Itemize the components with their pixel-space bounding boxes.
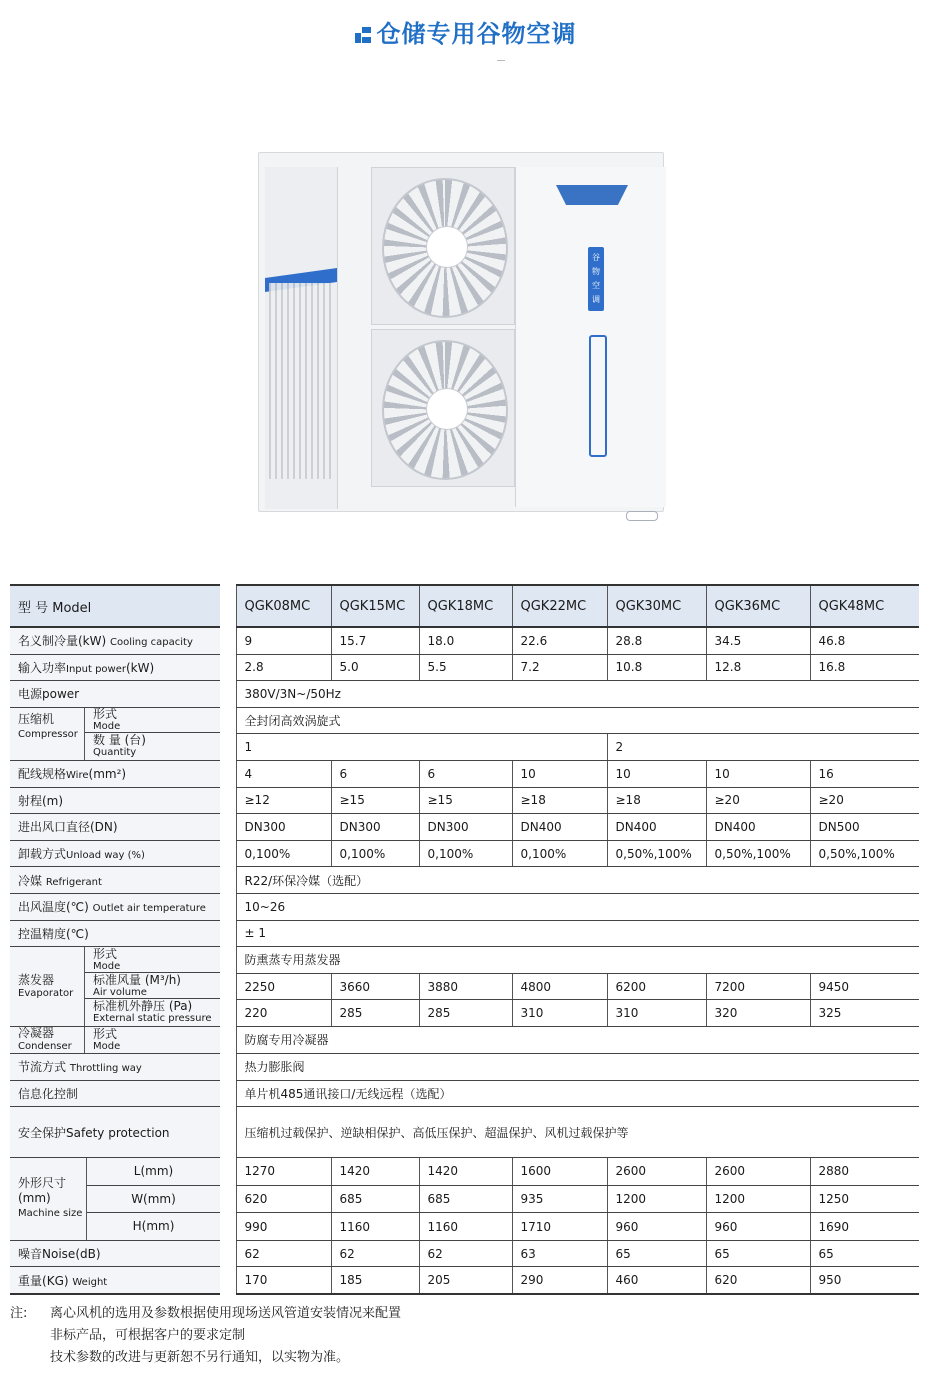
model-cell: QGK30MC [607, 585, 706, 627]
value-cell: 4800 [512, 973, 607, 1000]
note-line: 离心风机的选用及参数根据使用现场送风管道安装情况来配置 [50, 1306, 402, 1321]
value-cell: 5.5 [419, 654, 512, 681]
value-cell: DN300 [419, 814, 512, 841]
value-cell: 0,50%,100% [810, 840, 919, 867]
text: 卸载方式 [18, 847, 67, 862]
model-cell: QGK08MC [236, 585, 331, 627]
label-en: Compressor [18, 728, 78, 740]
value-cell: 单片机485通讯接口/无线远程（选配） [236, 1080, 919, 1107]
value-cell: 15.7 [331, 627, 419, 654]
value-cell: 0,100% [512, 840, 607, 867]
value-cell: 1200 [607, 1185, 706, 1213]
row-label [10, 654, 220, 681]
text: W(mm) [131, 1191, 176, 1206]
value-cell: 压缩机过载保护、逆缺相保护、高低压保护、超温保护、风机过载保护等 [236, 1107, 919, 1158]
row-label [10, 1053, 220, 1080]
value-cell: 1 [236, 734, 607, 761]
value-cell: 16 [810, 760, 919, 787]
value-cell: 1160 [419, 1213, 512, 1241]
text: L(mm) [133, 1164, 174, 1179]
value-cell: 1200 [706, 1185, 810, 1213]
value-cell: ≥18 [512, 787, 607, 814]
row-weight [10, 1267, 919, 1294]
row-throttle [10, 1053, 919, 1080]
value-cell: 310 [512, 1000, 607, 1027]
label-en: Unload way (%) [66, 850, 145, 862]
text: 重量 [18, 1273, 43, 1288]
value-cell: DN400 [706, 814, 810, 841]
value-cell: 1600 [512, 1158, 607, 1186]
text: 标准机外静压 (Pa) [93, 999, 193, 1014]
value-cell: 170 [236, 1267, 331, 1294]
row-wire [10, 760, 919, 787]
value-cell: 620 [706, 1267, 810, 1294]
row-outlet [10, 893, 919, 920]
text: Noise [42, 1247, 76, 1262]
value-cell: ≥18 [607, 787, 706, 814]
product-image [252, 150, 668, 515]
label-en: Condenser [18, 1040, 72, 1052]
row-unload [10, 840, 919, 867]
value-cell: 7200 [706, 973, 810, 1000]
value-cell: 34.5 [706, 627, 810, 654]
value-cell: 7.2 [512, 654, 607, 681]
text: Safety protection [66, 1125, 170, 1140]
model-cell: QGK15MC [331, 585, 419, 627]
airflow-arrows-icon [589, 335, 607, 457]
text: 外形尺寸 [18, 1176, 67, 1191]
text: 射程(m) [18, 793, 64, 808]
value-cell: 990 [236, 1213, 331, 1241]
value-cell: 12.8 [706, 654, 810, 681]
value-cell: ≥12 [236, 787, 331, 814]
value-cell: 28.8 [607, 627, 706, 654]
text: (KG) [42, 1273, 69, 1288]
fan-lower [371, 329, 515, 487]
value-cell: 220 [236, 1000, 331, 1027]
value-cell: DN400 [607, 814, 706, 841]
value-cell: 0,50%,100% [706, 840, 810, 867]
value-cell: 1710 [512, 1213, 607, 1241]
row-label [10, 1158, 220, 1241]
value-cell: 10 [512, 760, 607, 787]
model-cell: QGK18MC [419, 585, 512, 627]
value-cell: 6 [331, 760, 419, 787]
row-compressor-mode [10, 707, 919, 734]
value-cell: DN300 [331, 814, 419, 841]
row-label [10, 627, 220, 654]
value-cell: 325 [810, 1000, 919, 1027]
text: 进出风口直径(DN) [18, 820, 118, 835]
row-label [10, 760, 220, 787]
value-cell: 3880 [419, 973, 512, 1000]
label-en: External static pressure [93, 1013, 212, 1025]
value-cell: 防腐专用冷凝器 [236, 1026, 919, 1053]
label-en: Mode [93, 720, 121, 732]
label-en: Outlet air temperature [92, 903, 206, 915]
value-cell: 1420 [331, 1158, 419, 1186]
row-size-l [10, 1158, 919, 1186]
row-label [10, 1080, 220, 1107]
text: power [42, 687, 80, 702]
row-info [10, 1080, 919, 1107]
row-label [10, 1267, 220, 1294]
value-cell: 9 [236, 627, 331, 654]
value-cell: 1160 [331, 1213, 419, 1241]
value-cell: 2600 [706, 1158, 810, 1186]
value-cell: 65 [706, 1240, 810, 1267]
row-label [10, 814, 220, 841]
fan-upper [371, 167, 515, 325]
value-cell: 10 [706, 760, 810, 787]
value-cell: 0,50%,100% [607, 840, 706, 867]
value-cell: 46.8 [810, 627, 919, 654]
value-cell: 2.8 [236, 654, 331, 681]
model-cell: QGK48MC [810, 585, 919, 627]
value-cell: 620 [236, 1185, 331, 1213]
row-label [10, 840, 220, 867]
value-cell: 380V/3N~/50Hz [236, 681, 919, 708]
row-condenser [10, 1026, 919, 1053]
value-cell: 285 [419, 1000, 512, 1027]
text: 数 量 (台) [93, 732, 146, 747]
coil-grille [269, 283, 331, 479]
value-cell: 63 [512, 1240, 607, 1267]
value-cell: 310 [607, 1000, 706, 1027]
value-cell: ≥20 [706, 787, 810, 814]
value-cell: 16.8 [810, 654, 919, 681]
note-line: 技术参数的改进与更新恕不另行通知，以实物为准。 [50, 1350, 350, 1365]
value-cell: 0,100% [331, 840, 419, 867]
value-cell: 1270 [236, 1158, 331, 1186]
value-cell: 4 [236, 760, 331, 787]
value-cell: 9450 [810, 973, 919, 1000]
text: 形式 [93, 707, 118, 721]
label-en: Quantity [93, 746, 137, 758]
label-en: Cooling capacity [110, 637, 193, 649]
text: (mm) [18, 1191, 51, 1206]
value-cell: 685 [419, 1185, 512, 1213]
value-cell: 290 [512, 1267, 607, 1294]
page-title: 仓储专用谷物空调 [0, 14, 931, 49]
value-cell: ≥15 [419, 787, 512, 814]
value-cell: 285 [331, 1000, 419, 1027]
text: (kW) [126, 660, 155, 675]
row-label [10, 1026, 220, 1053]
value-cell: 205 [419, 1267, 512, 1294]
brand-mark-icon [355, 27, 371, 43]
value-cell: 460 [607, 1267, 706, 1294]
value-cell: ± 1 [236, 920, 919, 947]
spec-table [10, 584, 919, 1295]
row-range [10, 787, 919, 814]
label-en: Mode [93, 1040, 121, 1052]
row-label [10, 1107, 220, 1158]
text: 安全保护 [18, 1125, 67, 1140]
value-cell: 65 [810, 1240, 919, 1267]
model-cell: QGK22MC [512, 585, 607, 627]
value-cell: 62 [331, 1240, 419, 1267]
value-cell: 3660 [331, 973, 419, 1000]
value-cell: 5.0 [331, 654, 419, 681]
value-cell: 2880 [810, 1158, 919, 1186]
row-label [10, 947, 220, 1027]
value-cell: 2250 [236, 973, 331, 1000]
text: 形式 [93, 947, 118, 962]
text: 名义制冷量(kW) [18, 634, 107, 649]
value-cell: 685 [331, 1185, 419, 1213]
value-cell: 热力膨胀阀 [236, 1053, 919, 1080]
value-cell: 185 [331, 1267, 419, 1294]
value-cell: 1250 [810, 1185, 919, 1213]
row-precision [10, 920, 919, 947]
value-cell: 320 [706, 1000, 810, 1027]
text: 标准风量 (M³/h) [93, 973, 181, 988]
header-row [10, 585, 919, 627]
text: 压缩机 [18, 711, 55, 726]
row-label [10, 867, 220, 894]
value-cell: ≥15 [331, 787, 419, 814]
row-label [10, 893, 220, 920]
row-input [10, 654, 919, 681]
text: 控温精度(℃) [18, 926, 89, 941]
row-evaporator-mode [10, 947, 919, 974]
text: 噪音 [18, 1247, 43, 1262]
value-cell: 防熏蒸专用蒸发器 [236, 947, 919, 974]
value-cell: R22/环保冷媒（选配） [236, 867, 919, 894]
text: 输入功率 [18, 660, 67, 675]
value-cell: 1690 [810, 1213, 919, 1241]
text: 信息化控制 [18, 1086, 79, 1101]
value-cell: 0,100% [419, 840, 512, 867]
value-cell: 22.6 [512, 627, 607, 654]
label-en: Input power [66, 663, 126, 675]
row-safety [10, 1107, 919, 1158]
product-panel-label: 谷物空调 [592, 253, 600, 304]
value-cell: 6200 [607, 973, 706, 1000]
row-label [10, 707, 220, 760]
row-dn [10, 814, 919, 841]
row-cooling [10, 627, 919, 654]
value-cell: 10.8 [607, 654, 706, 681]
model-cell: QGK36MC [706, 585, 810, 627]
value-cell: ≥20 [810, 787, 919, 814]
divider [497, 60, 505, 61]
value-cell: 2600 [607, 1158, 706, 1186]
value-cell: 62 [236, 1240, 331, 1267]
text: 配线规格 [18, 767, 67, 782]
label-en: Air volume [93, 987, 147, 999]
text: 蒸发器 [18, 972, 55, 987]
text: 节流方式 [18, 1060, 67, 1075]
text: 冷凝器 [18, 1026, 55, 1040]
row-label [10, 920, 220, 947]
value-cell: DN500 [810, 814, 919, 841]
label-en: Wire [66, 770, 89, 782]
row-label [10, 787, 220, 814]
header-label: 型 号 Model [10, 585, 220, 627]
notes-label: 注: [10, 1306, 28, 1321]
label-en: Throttling way [69, 1063, 142, 1075]
note-line: 非标产品，可根据客户的要求定制 [50, 1328, 246, 1343]
row-refrigerant [10, 867, 919, 894]
value-cell: 10~26 [236, 893, 919, 920]
row-noise [10, 1240, 919, 1267]
value-cell: 18.0 [419, 627, 512, 654]
value-cell: 0,100% [236, 840, 331, 867]
value-cell: DN300 [236, 814, 331, 841]
label-en: Refrigerant [45, 876, 102, 888]
text: 形式 [93, 1026, 118, 1041]
value-cell: 全封闭高效涡旋式 [236, 707, 919, 734]
value-cell: 935 [512, 1185, 607, 1213]
row-label [10, 681, 220, 708]
label-en: Evaporator [18, 987, 74, 999]
value-cell: 62 [419, 1240, 512, 1267]
value-cell: 65 [607, 1240, 706, 1267]
value-cell: 6 [419, 760, 512, 787]
text: 冷媒 [18, 873, 43, 888]
value-cell: DN400 [512, 814, 607, 841]
value-cell: 2 [607, 734, 919, 761]
row-power [10, 681, 919, 708]
notes [10, 1303, 401, 1369]
text: 出风温度(℃) [18, 900, 89, 915]
text: H(mm) [132, 1219, 175, 1234]
row-label [10, 1240, 220, 1267]
text: Machine size [18, 1208, 83, 1220]
text: (mm²) [88, 767, 127, 782]
text: 电源 [18, 687, 43, 702]
label-en: Mode [93, 961, 121, 973]
label-en: Weight [72, 1276, 108, 1288]
value-cell: 1420 [419, 1158, 512, 1186]
value-cell: 10 [607, 760, 706, 787]
value-cell: 960 [607, 1213, 706, 1241]
value-cell: 960 [706, 1213, 810, 1241]
text: (dB) [75, 1247, 101, 1262]
value-cell: 950 [810, 1267, 919, 1294]
